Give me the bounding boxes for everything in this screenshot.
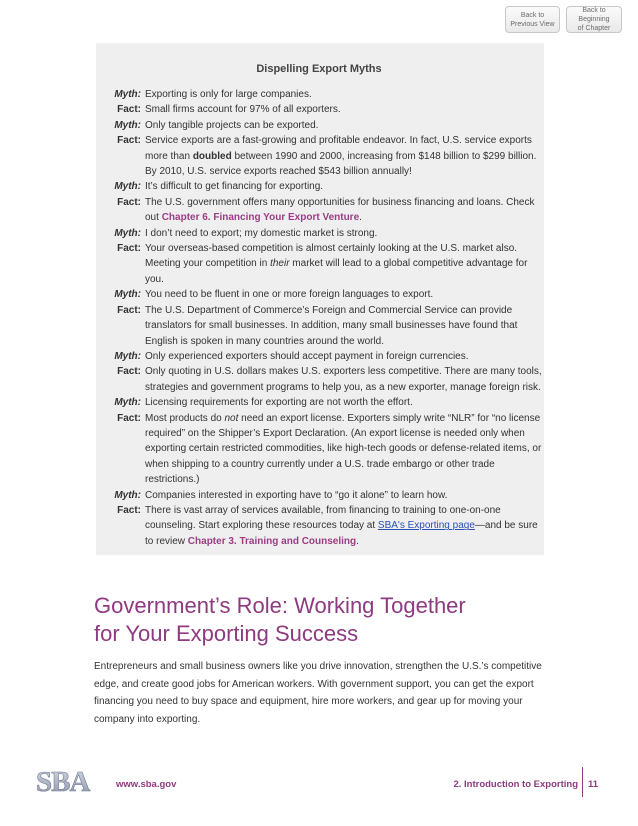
myth-text: You need to be fluent in one or more foreign languages to export. xyxy=(145,289,434,301)
fact-text-part: between 1990 and 2000, increasing from $148 billion to $299 billion. By 2010, U.S. service exports reached $543 billion annually! xyxy=(145,150,537,178)
section-heading-line: Government’s Role: Working Together xyxy=(94,593,466,618)
myth-label: Myth: xyxy=(114,397,141,409)
fact-text-part: Your overseas-based competition is almost certainly looking at the U.S. market also. Meeting your competition in xyxy=(145,243,518,270)
myth-label: Myth: xyxy=(114,227,141,239)
fact-label: Fact: xyxy=(117,412,141,424)
fact-text: Only quoting in U.S. dollars makes U.S. exporters less competitive. There are many tools, strategies and government programs to help you, as a new exporter, manage foreign risk. xyxy=(145,366,542,393)
fact-label: Fact: xyxy=(117,504,141,516)
fact-text xyxy=(145,411,547,488)
fact-row xyxy=(101,411,547,488)
emphasis-doubled: doubled xyxy=(192,150,232,162)
back-to-beginning-of-chapter-button[interactable] xyxy=(566,6,622,33)
chapter-6-link[interactable]: Chapter 6. Financing Your Export Venture xyxy=(161,212,360,224)
myth-text: Licensing requirements for exporting are not worth the effort. xyxy=(145,397,413,409)
back-to-previous-view-label: Back to Previous View xyxy=(510,11,555,28)
fact-label: Fact: xyxy=(117,304,141,316)
myth-text: It’s difficult to get financing for exporting. xyxy=(145,181,324,193)
back-to-previous-view-button[interactable] xyxy=(505,6,560,33)
fact-row xyxy=(101,241,547,287)
fact-row xyxy=(101,195,547,226)
myth-label: Myth: xyxy=(114,289,141,301)
section-heading-line: for Your Exporting Success xyxy=(94,621,359,646)
fact-label: Fact: xyxy=(117,243,141,255)
myth-text: Only experienced exporters should accept payment in foreign currencies. xyxy=(145,350,469,362)
fact-text-part: There is vast array of services available, from financing to training to one-on-one counseling. Start exploring these resources today at xyxy=(145,504,501,532)
fact-text: The U.S. Department of Commerce’s Foreign and Commercial Service can provide translators for small businesses. In addition, many small businesses have found that English is spoken in many countries around the world. xyxy=(145,304,518,347)
fact-text-part: Service exports are a fast-growing and profitable endeavor. In fact, U.S. service exports more than xyxy=(145,135,532,162)
fact-row xyxy=(101,303,547,349)
myth-label: Myth: xyxy=(114,89,141,100)
fact-label: Fact: xyxy=(117,366,141,378)
sba-logo xyxy=(36,765,108,795)
myth-row xyxy=(101,179,547,194)
myth-text: Exporting is only for large companies. xyxy=(145,89,312,100)
myths-box-title: Dispelling Export Myths xyxy=(256,63,382,75)
sba-logo-text: SBA xyxy=(36,766,90,795)
fact-text-part: . xyxy=(356,535,359,547)
fact-text-part: Most products do xyxy=(145,412,225,424)
fact-label: Fact: xyxy=(117,104,141,116)
fact-row xyxy=(101,102,547,117)
myth-text: Only tangible projects can be exported. xyxy=(145,119,319,131)
section-heading xyxy=(94,592,554,648)
myth-label: Myth: xyxy=(114,489,141,501)
footer-chapter-title: 2. Introduction to Exporting xyxy=(453,779,578,790)
myth-row xyxy=(101,488,547,503)
footer-divider xyxy=(582,767,583,797)
myth-label: Myth: xyxy=(114,181,141,193)
myth-row xyxy=(101,118,547,133)
myth-text: I don’t need to export; my domestic market is strong. xyxy=(145,227,378,239)
fact-text xyxy=(145,503,547,549)
fact-text-part: . xyxy=(359,212,362,224)
fact-label: Fact: xyxy=(117,135,141,147)
myth-text: Companies interested in exporting have to “go it alone” to learn how. xyxy=(145,489,448,501)
page-number: 11 xyxy=(588,779,599,790)
fact-row xyxy=(101,364,547,395)
sba-exporting-page-link[interactable]: SBA's Exporting page xyxy=(377,520,475,532)
fact-text xyxy=(145,241,547,287)
fact-text-part: The U.S. government offers many opportunities for business financing and loans. Check out xyxy=(145,196,535,224)
fact-row xyxy=(101,503,547,549)
back-to-beginning-label: Back to Beginning of Chapter xyxy=(577,7,611,32)
myth-label: Myth: xyxy=(114,119,141,131)
fact-text-part: market will lead to a global competitive advantage for you. xyxy=(145,258,528,285)
myth-row xyxy=(101,87,547,102)
myth-fact-list xyxy=(101,87,547,549)
myth-row xyxy=(101,287,547,302)
fact-label: Fact: xyxy=(117,196,141,208)
emphasis-their: their xyxy=(270,258,290,270)
fact-row xyxy=(101,133,547,179)
fact-text xyxy=(145,133,547,179)
fact-text: Small firms account for 97% of all exporters. xyxy=(145,104,341,116)
chapter-3-link[interactable]: Chapter 3. Training and Counseling xyxy=(187,535,357,547)
myth-row xyxy=(101,226,547,241)
footer-url-link[interactable]: www.sba.gov xyxy=(116,779,177,790)
myth-label: Myth: xyxy=(114,350,141,362)
fact-text-part: need an export license. Exporters simply write “NLR” for “no license required” on the Shipper’s Export Declaration. (An export license is needed only when exporting certain restricted commodities, like high-tech goods or defense-related items, or when shipping to a country currently under a U.S. trade embargo or other trade restrictions.) xyxy=(145,412,542,486)
myth-row xyxy=(101,349,547,364)
fact-text xyxy=(145,195,547,226)
fact-text-part: —and be sure to review xyxy=(145,520,538,547)
myth-row xyxy=(101,395,547,410)
section-body-paragraph: Entrepreneurs and small business owners like you drive innovation, strengthen the U.S.’s competitive edge, and create good jobs for American workers. With government support, you can get the export financing you need to buy space and equipment, hire more workers, and gear up for moving your company into exporting. xyxy=(94,661,542,725)
emphasis-not: not xyxy=(224,412,239,424)
